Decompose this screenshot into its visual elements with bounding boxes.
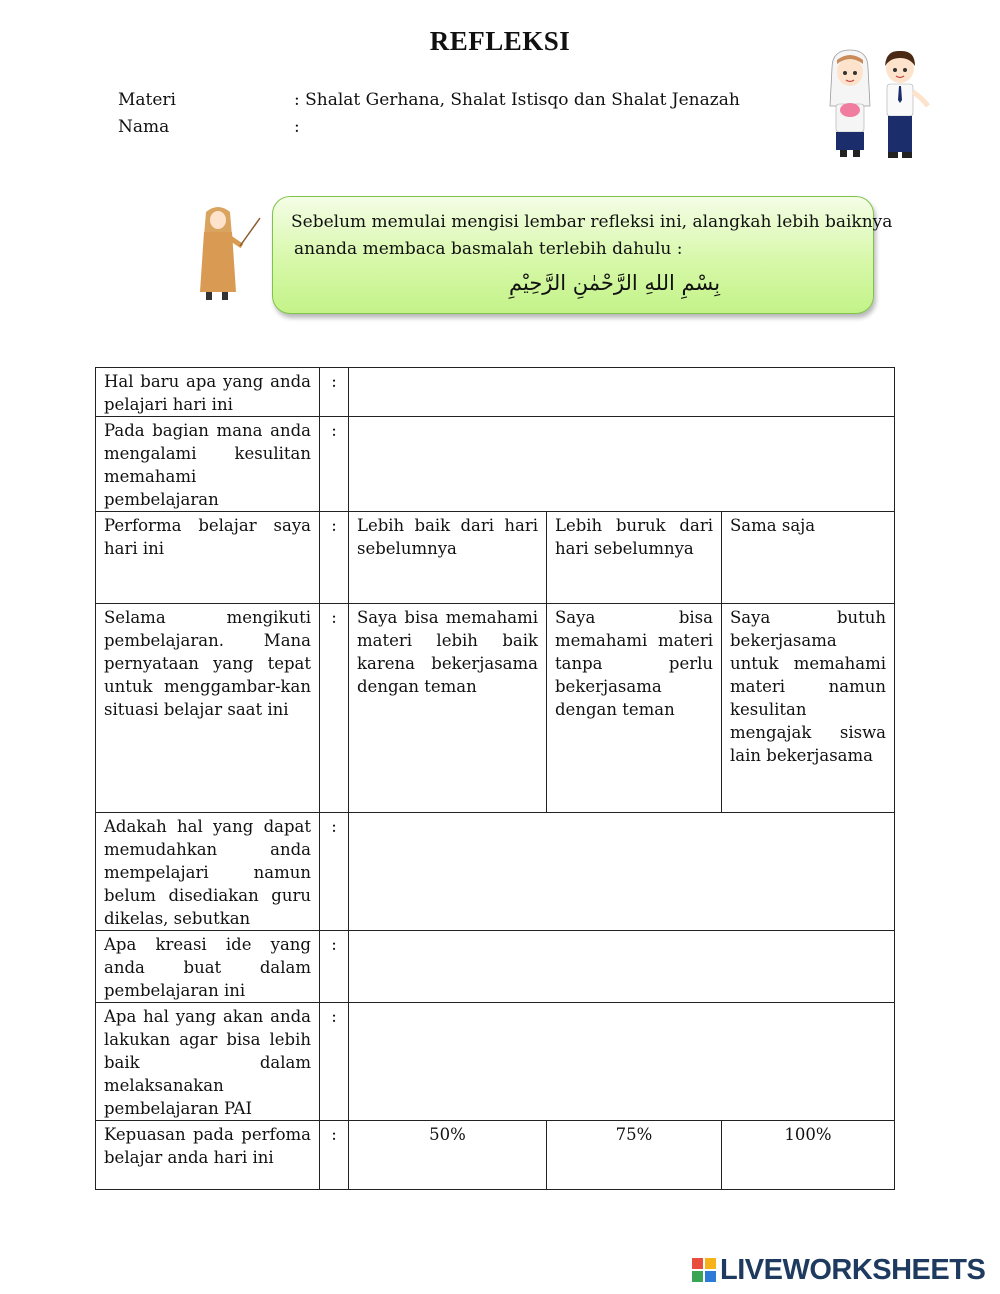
- question-cell: Selama mengikuti pembelajaran. Mana pernyataan yang tepat untuk menggambar-kan situasi belajar saat ini: [96, 604, 320, 813]
- colon-cell: :: [320, 1003, 349, 1121]
- boy-figure: [885, 51, 928, 158]
- brand-text: LIVEWORKSHEETS: [720, 1253, 986, 1286]
- liveworksheets-logo: [692, 1253, 985, 1287]
- table-row: [96, 604, 895, 813]
- option-cell[interactable]: 50%: [349, 1121, 547, 1190]
- option-cell[interactable]: Saya butuh bekerjasama untuk memahami materi namun kesulitan mengajak siswa lain bekerjasama: [722, 604, 895, 813]
- question-cell: Hal baru apa yang anda pelajari hari ini: [96, 368, 320, 417]
- option-cell[interactable]: Saya bisa memahami materi tanpa perlu bekerjasama dengan teman: [547, 604, 722, 813]
- question-cell: Pada bagian mana anda mengalami kesulitan memahami pembelajaran: [96, 417, 320, 512]
- option-cell[interactable]: 100%: [722, 1121, 895, 1190]
- reflection-table: [95, 367, 895, 1190]
- table-row: [96, 368, 895, 417]
- colon-cell: :: [320, 813, 349, 931]
- liveworksheets-logo-icon: [692, 1258, 716, 1282]
- question-cell: Kepuasan pada perfoma belajar anda hari ini: [96, 1121, 320, 1190]
- colon-cell: :: [320, 368, 349, 417]
- answer-field[interactable]: [349, 368, 895, 417]
- colon-cell: :: [320, 512, 349, 604]
- colon-cell: :: [320, 1121, 349, 1190]
- question-cell: Apa kreasi ide yang anda buat dalam pembelajaran ini: [96, 931, 320, 1003]
- colon-cell: :: [320, 417, 349, 512]
- colon-cell: :: [320, 604, 349, 813]
- table-row: [96, 813, 895, 931]
- nama-value: :: [294, 117, 300, 137]
- materi-value: : Shalat Gerhana, Shalat Istisqo dan Shalat Jenazah: [294, 90, 740, 110]
- basmalah-callout: [272, 196, 893, 314]
- answer-field[interactable]: [349, 417, 895, 512]
- basmalah-text: بِسْمِ اللهِ الرَّحْمٰنِ الرَّحِيْمِ: [509, 271, 721, 295]
- colon-cell: :: [320, 931, 349, 1003]
- option-cell[interactable]: Lebih buruk dari hari sebelumnya: [547, 512, 722, 604]
- callout-line-1: Sebelum memulai mengisi lembar refleksi ini, alangkah lebih baiknya: [291, 212, 893, 232]
- answer-field[interactable]: [349, 1003, 895, 1121]
- materi-label: Materi: [118, 90, 176, 110]
- option-cell[interactable]: Sama saja: [722, 512, 895, 604]
- teacher-illustration: [196, 204, 262, 302]
- answer-field[interactable]: [349, 813, 895, 931]
- table-row: [96, 931, 895, 1003]
- question-cell: Apa hal yang akan anda lakukan agar bisa lebih baik dalam melaksanakan pembelajaran PAI: [96, 1003, 320, 1121]
- question-cell: Adakah hal yang dapat memudahkan anda mempelajari namun belum disediakan guru dikelas, sebutkan: [96, 813, 320, 931]
- table-row: [96, 1003, 895, 1121]
- option-cell[interactable]: 75%: [547, 1121, 722, 1190]
- option-cell[interactable]: Lebih baik dari hari sebelumnya: [349, 512, 547, 604]
- answer-field[interactable]: [349, 931, 895, 1003]
- page-title: REFLEKSI: [429, 26, 571, 56]
- nama-label: Nama: [118, 117, 170, 137]
- table-row: [96, 417, 895, 512]
- question-cell: Performa belajar saya hari ini: [96, 512, 320, 604]
- table-row: [96, 1121, 895, 1190]
- table-row: [96, 512, 895, 604]
- students-illustration: [824, 48, 934, 160]
- girl-figure: [830, 50, 870, 157]
- option-cell[interactable]: Saya bisa memahami materi lebih baik karena bekerjasama dengan teman: [349, 604, 547, 813]
- callout-line-2: ananda membaca basmalah terlebih dahulu :: [294, 239, 683, 259]
